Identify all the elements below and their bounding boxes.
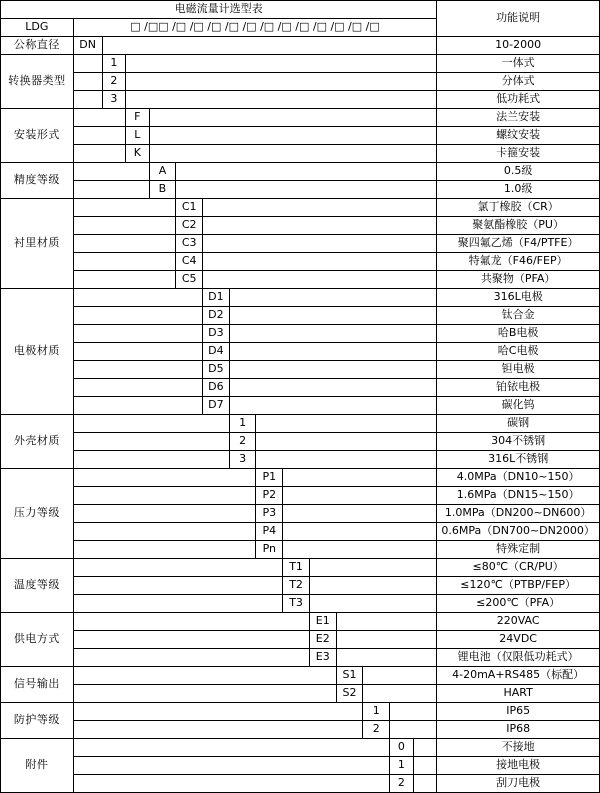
empty-cells-left [73,415,229,433]
option-code[interactable]: 1 [390,757,414,775]
option-description: 1.0级 [437,181,600,199]
empty-cells-left [73,73,102,91]
option-description: 316L不锈钢 [437,451,600,469]
option-code[interactable]: C1 [176,199,203,217]
sheet-title: 电磁流量计选型表 [1,1,437,19]
option-description: 316L电极 [437,289,600,307]
empty-cells-right [413,757,437,775]
option-description: 一体式 [437,55,600,73]
table-row [1,703,600,721]
option-description: 0.5级 [437,163,600,181]
option-description: 24VDC [437,631,600,649]
empty-cells-right [229,343,437,361]
group-label: 电极材质 [1,289,74,415]
option-description: ≤120℃（PTBP/FEP） [437,577,600,595]
empty-cells-right [363,667,437,685]
table-row [1,235,600,253]
table-row [1,739,600,757]
empty-cells-left [73,523,256,541]
table-row [1,145,600,163]
option-code[interactable]: C4 [176,253,203,271]
table-row [1,343,600,361]
empty-cells-left [73,199,176,217]
empty-cells-left [73,181,149,199]
table-row [1,55,600,73]
table-row [1,523,600,541]
empty-cells-right [336,631,437,649]
empty-cells-right [203,199,437,217]
desc-column-header: 功能说明 [437,1,600,37]
option-code[interactable]: T3 [283,595,310,613]
empty-cells-right [256,415,437,433]
table-row [1,469,600,487]
option-code[interactable]: 2 [390,775,414,793]
group-label: 防护等级 [1,703,74,739]
empty-cells-right [413,775,437,793]
option-code[interactable]: 1 [102,55,126,73]
option-code[interactable]: A [149,163,176,181]
option-code[interactable]: T1 [283,559,310,577]
empty-cells-right [176,163,437,181]
empty-cells-left [73,649,309,667]
empty-cells-left [73,109,125,127]
empty-cells-left [73,577,282,595]
option-description: 不接地 [437,739,600,757]
empty-cells-left [73,685,336,703]
option-code[interactable]: S2 [336,685,363,703]
model-code-boxes: □ /□□ /□ /□ /□ /□ /□ /□ /□ /□ /□ /□ /□ /□ [73,19,437,37]
option-description: 锂电池（仅限低功耗式） [437,649,600,667]
empty-cells-right [309,595,436,613]
option-code[interactable]: P2 [256,487,283,505]
empty-cells-right [149,127,437,145]
option-code[interactable]: 3 [229,451,256,469]
empty-cells-left [73,775,389,793]
table-header-row [1,1,600,19]
empty-cells-left [73,91,102,109]
table-row [1,559,600,577]
option-code[interactable]: D4 [203,343,230,361]
empty-cells-left [73,559,282,577]
table-row [1,325,600,343]
table-row [1,577,600,595]
group-label: 外壳材质 [1,415,74,469]
table-row [1,127,600,145]
table-row [1,37,600,55]
table-row [1,415,600,433]
empty-cells [102,37,437,55]
option-code[interactable]: 0 [390,739,414,757]
empty-cells-right [283,541,437,559]
group-label: 公称直径 [1,37,74,55]
empty-cells-left [73,127,125,145]
table-row [1,721,600,739]
empty-cells-left [73,703,363,721]
option-code[interactable]: D5 [203,361,230,379]
table-row [1,757,600,775]
empty-cells-left [73,613,309,631]
group-label: 精度等级 [1,163,74,199]
empty-cells-right [336,649,437,667]
empty-cells-right [309,559,436,577]
table-row [1,199,600,217]
empty-cells-right [283,487,437,505]
option-description: 304不锈钢 [437,433,600,451]
group-label: 安装形式 [1,109,74,163]
option-code[interactable]: E3 [309,649,336,667]
option-description: IP68 [437,721,600,739]
option-code[interactable]: D7 [203,397,230,415]
empty-cells-right [363,685,437,703]
option-description: ≤200℃（PFA） [437,595,600,613]
option-description: 螺纹安装 [437,127,600,145]
empty-cells-left [73,505,256,523]
empty-cells-right [149,109,437,127]
empty-cells-right [126,73,437,91]
table-row [1,631,600,649]
option-code[interactable]: C5 [176,271,203,289]
option-description: 碳化钨 [437,397,600,415]
empty-cells-left [73,145,125,163]
option-code[interactable]: 1 [229,415,256,433]
empty-cells-left [73,433,229,451]
empty-cells-right [229,289,437,307]
empty-cells-right [229,307,437,325]
table-row [1,397,600,415]
option-description: 哈B电极 [437,325,600,343]
empty-cells-left [73,55,102,73]
empty-cells-right [203,253,437,271]
option-description: 特殊定制 [437,541,600,559]
empty-cells-right [126,91,437,109]
empty-cells-right [390,703,437,721]
table-row [1,181,600,199]
option-description: 10-2000 [437,37,600,55]
table-row [1,307,600,325]
empty-cells-right [229,397,437,415]
option-code[interactable]: D6 [203,379,230,397]
empty-cells-right [390,721,437,739]
table-row [1,271,600,289]
empty-cells-right [149,145,437,163]
option-description: 分体式 [437,73,600,91]
empty-cells-left [73,631,309,649]
table-row [1,361,600,379]
table-row [1,433,600,451]
group-label: 附件 [1,739,74,793]
table-row [1,595,600,613]
table-row [1,487,600,505]
empty-cells-right [413,739,437,757]
option-code[interactable]: P4 [256,523,283,541]
option-code[interactable]: E2 [309,631,336,649]
empty-cells-right [283,505,437,523]
option-code[interactable]: Pn [256,541,283,559]
option-description: 0.6MPa（DN700~DN2000） [437,523,600,541]
empty-cells-right [283,469,437,487]
empty-cells-left [73,289,202,307]
table-row [1,667,600,685]
selection-table-body [1,1,600,793]
empty-cells-left [73,379,202,397]
table-row [1,649,600,667]
option-description: 4.0MPa（DN10~150） [437,469,600,487]
option-code[interactable]: D3 [203,325,230,343]
empty-cells-right [176,181,437,199]
option-code[interactable]: 1 [363,703,390,721]
option-code[interactable]: F [126,109,150,127]
group-label: 压力等级 [1,469,74,559]
empty-cells-right [283,523,437,541]
empty-cells-left [73,541,256,559]
option-code[interactable]: T2 [283,577,310,595]
empty-cells-left [73,235,176,253]
table-row [1,685,600,703]
empty-cells-right [203,235,437,253]
table-row [1,613,600,631]
option-code[interactable]: S1 [336,667,363,685]
group-label: 衬里材质 [1,199,74,289]
empty-cells-right [309,577,436,595]
empty-cells-left [73,757,389,775]
table-row [1,163,600,181]
option-description: 氯丁橡胶（CR） [437,199,600,217]
empty-cells-right [336,613,437,631]
table-row [1,451,600,469]
option-description: 卡箍安装 [437,145,600,163]
empty-cells-left [73,595,282,613]
table-row [1,91,600,109]
empty-cells-left [73,325,202,343]
option-code[interactable]: 2 [229,433,256,451]
empty-cells-left [73,469,256,487]
dn-code: DN [73,37,102,55]
empty-cells-left [73,397,202,415]
empty-cells-right [256,433,437,451]
option-code[interactable]: P3 [256,505,283,523]
empty-cells-left [73,253,176,271]
empty-cells-right [229,361,437,379]
option-code[interactable]: 3 [102,91,126,109]
option-code[interactable]: 2 [363,721,390,739]
empty-cells-left [73,451,229,469]
empty-cells-right [256,451,437,469]
empty-cells-left [73,667,336,685]
option-code[interactable]: C2 [176,217,203,235]
option-description: 法兰安装 [437,109,600,127]
option-code[interactable]: K [126,145,150,163]
option-description: 聚氨酯橡胶（PU） [437,217,600,235]
group-label: 信号输出 [1,667,74,703]
option-description: 特氟龙（F46/FEP） [437,253,600,271]
empty-cells-right [203,217,437,235]
table-row [1,289,600,307]
empty-cells-left [73,361,202,379]
empty-cells-left [73,343,202,361]
option-code[interactable]: 2 [102,73,126,91]
table-row [1,73,600,91]
empty-cells-left [73,739,389,757]
option-description: 低功耗式 [437,91,600,109]
empty-cells-left [73,163,149,181]
option-description: 碳钢 [437,415,600,433]
option-code[interactable]: C3 [176,235,203,253]
empty-cells-right [203,271,437,289]
empty-cells-left [73,307,202,325]
option-description: 刮刀电极 [437,775,600,793]
table-row [1,109,600,127]
option-description: 铂铱电极 [437,379,600,397]
option-code[interactable]: D2 [203,307,230,325]
option-description: 聚四氟乙烯（F4/PTFE） [437,235,600,253]
option-description: 哈C电极 [437,343,600,361]
option-code[interactable]: D1 [203,289,230,307]
empty-cells-left [73,217,176,235]
table-row [1,505,600,523]
option-description: 共聚物（PFA） [437,271,600,289]
option-code[interactable]: P1 [256,469,283,487]
group-label: 温度等级 [1,559,74,613]
model-prefix: LDG [1,19,74,37]
table-row [1,253,600,271]
option-code[interactable]: L [126,127,150,145]
empty-cells-left [73,487,256,505]
option-description: IP65 [437,703,600,721]
empty-cells-right [126,55,437,73]
table-row [1,541,600,559]
table-row [1,379,600,397]
option-description: HART [437,685,600,703]
option-code[interactable]: B [149,181,176,199]
empty-cells-left [73,721,363,739]
option-description: 1.6MPa（DN15~150） [437,487,600,505]
option-description: 钛合金 [437,307,600,325]
option-description: 220VAC [437,613,600,631]
empty-cells-right [229,325,437,343]
option-description: 1.0MPa（DN200~DN600） [437,505,600,523]
group-label: 转换器类型 [1,55,74,109]
option-code[interactable]: E1 [309,613,336,631]
table-row [1,217,600,235]
group-label: 供电方式 [1,613,74,667]
option-description: ≤80℃（CR/PU） [437,559,600,577]
option-description: 接地电极 [437,757,600,775]
empty-cells-right [229,379,437,397]
option-description: 钽电极 [437,361,600,379]
option-description: 4-20mA+RS485（标配） [437,667,600,685]
table-row [1,775,600,793]
empty-cells-left [73,271,176,289]
